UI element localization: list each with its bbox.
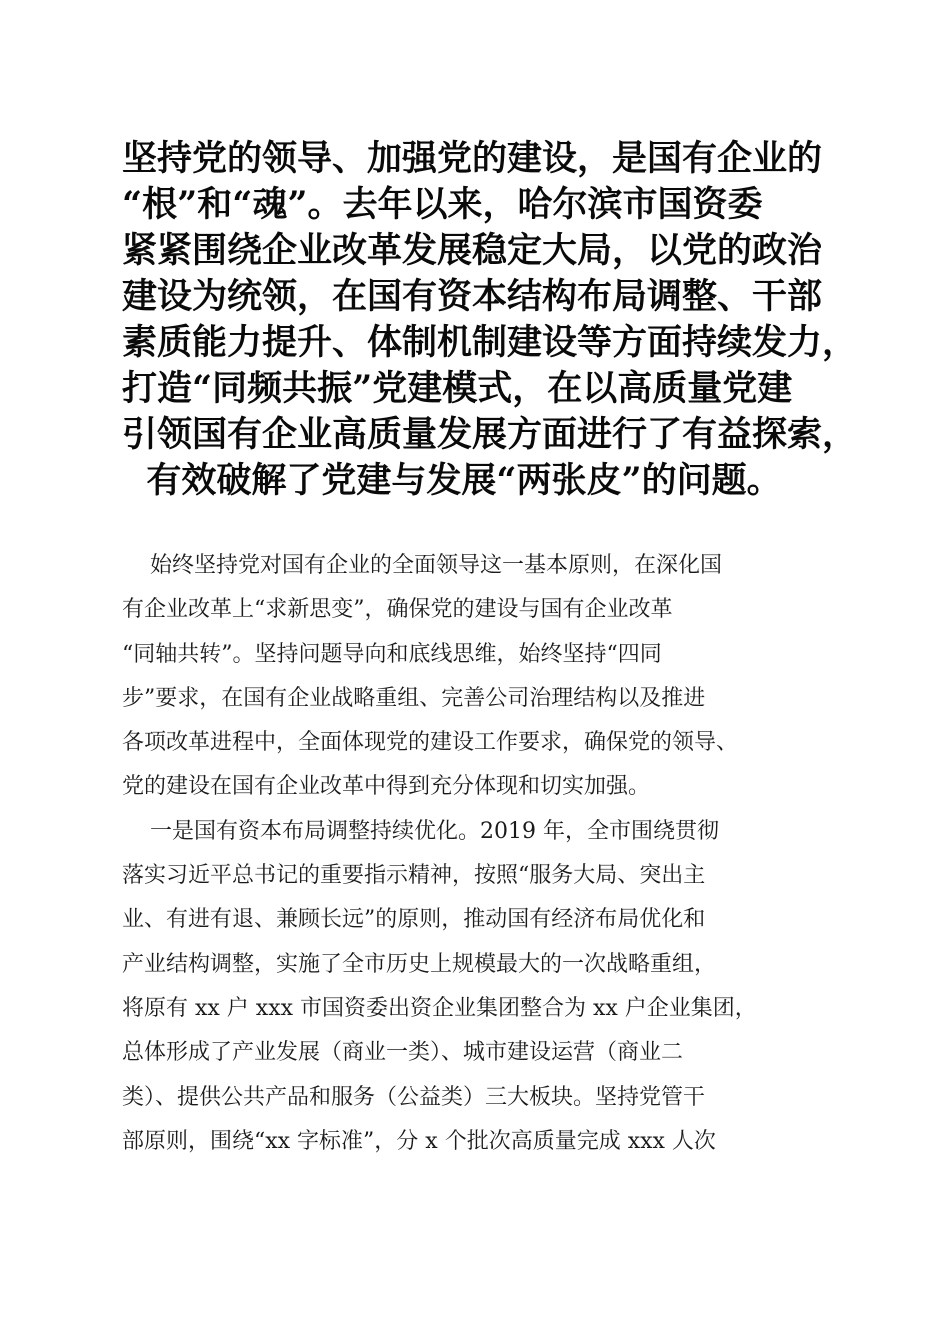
body-line: 步”要求，在国有企业战略重组、完善公司治理结构以及推进 <box>122 685 706 711</box>
paragraph-1 <box>122 544 832 810</box>
body-line: 产业结构调整，实施了全市历史上规模最大的一次战略重组， <box>122 951 717 977</box>
lead-line: 引领国有企业高质量发展方面进行了有益探索， <box>122 414 858 455</box>
lead-line: “根”和“魂”。去年以来，哈尔滨市国资委 <box>122 184 763 225</box>
lead-line: 坚持党的领导、加强党的建设，是国有企业的 <box>122 138 823 179</box>
body-line: 将原有 xx 户 xxx 市国资委出资企业集团整合为 xx 户企业集团， <box>122 995 757 1021</box>
lead-line: 打造“同频共振”党建模式，在以高质量党建 <box>122 368 793 409</box>
lead-line: 建设为统领，在国有资本结构布局调整、干部 <box>122 276 823 317</box>
body-line: 部原则，围绕“xx 字标准”，分 x 个批次高质量完成 xxx 人次 <box>122 1128 716 1154</box>
lead-line: 有效破解了党建与发展“两张皮”的问题。 <box>122 460 782 501</box>
body-line: 始终坚持党对国有企业的全面领导这一基本原则，在深化国 <box>122 553 722 578</box>
body-line: 落实习近平总书记的重要指示精神，按照“服务大局、突出主 <box>122 863 706 889</box>
body-text <box>122 544 832 1164</box>
body-line: 各项改革进程中，全面体现党的建设工作要求，确保党的领导、 <box>122 730 739 756</box>
lead-summary <box>122 136 858 504</box>
body-line: 一是国有资本布局调整持续优化。2019 年，全市围绕贯彻 <box>122 818 719 844</box>
body-line: 类）、提供公共产品和服务（公益类）三大板块。坚持党管干 <box>122 1084 706 1110</box>
lead-line: 紧紧围绕企业改革发展稳定大局，以党的政治 <box>122 230 823 271</box>
body-line: 党的建设在国有企业改革中得到充分体现和切实加强。 <box>122 774 651 800</box>
body-line: 有企业改革上“求新思变”，确保党的建设与国有企业改革 <box>122 597 673 623</box>
body-line: 总体形成了产业发展（商业一类）、城市建设运营（商业二 <box>122 1040 684 1066</box>
body-line: 业、有进有退、兼顾长远”的原则，推动国有经济布局优化和 <box>122 907 706 933</box>
body-line: “同轴共转”。坚持问题导向和底线思维，始终坚持“四同 <box>122 641 662 667</box>
lead-line: 素质能力提升、体制机制建设等方面持续发力， <box>122 322 858 363</box>
paragraph-2 <box>122 810 832 1164</box>
